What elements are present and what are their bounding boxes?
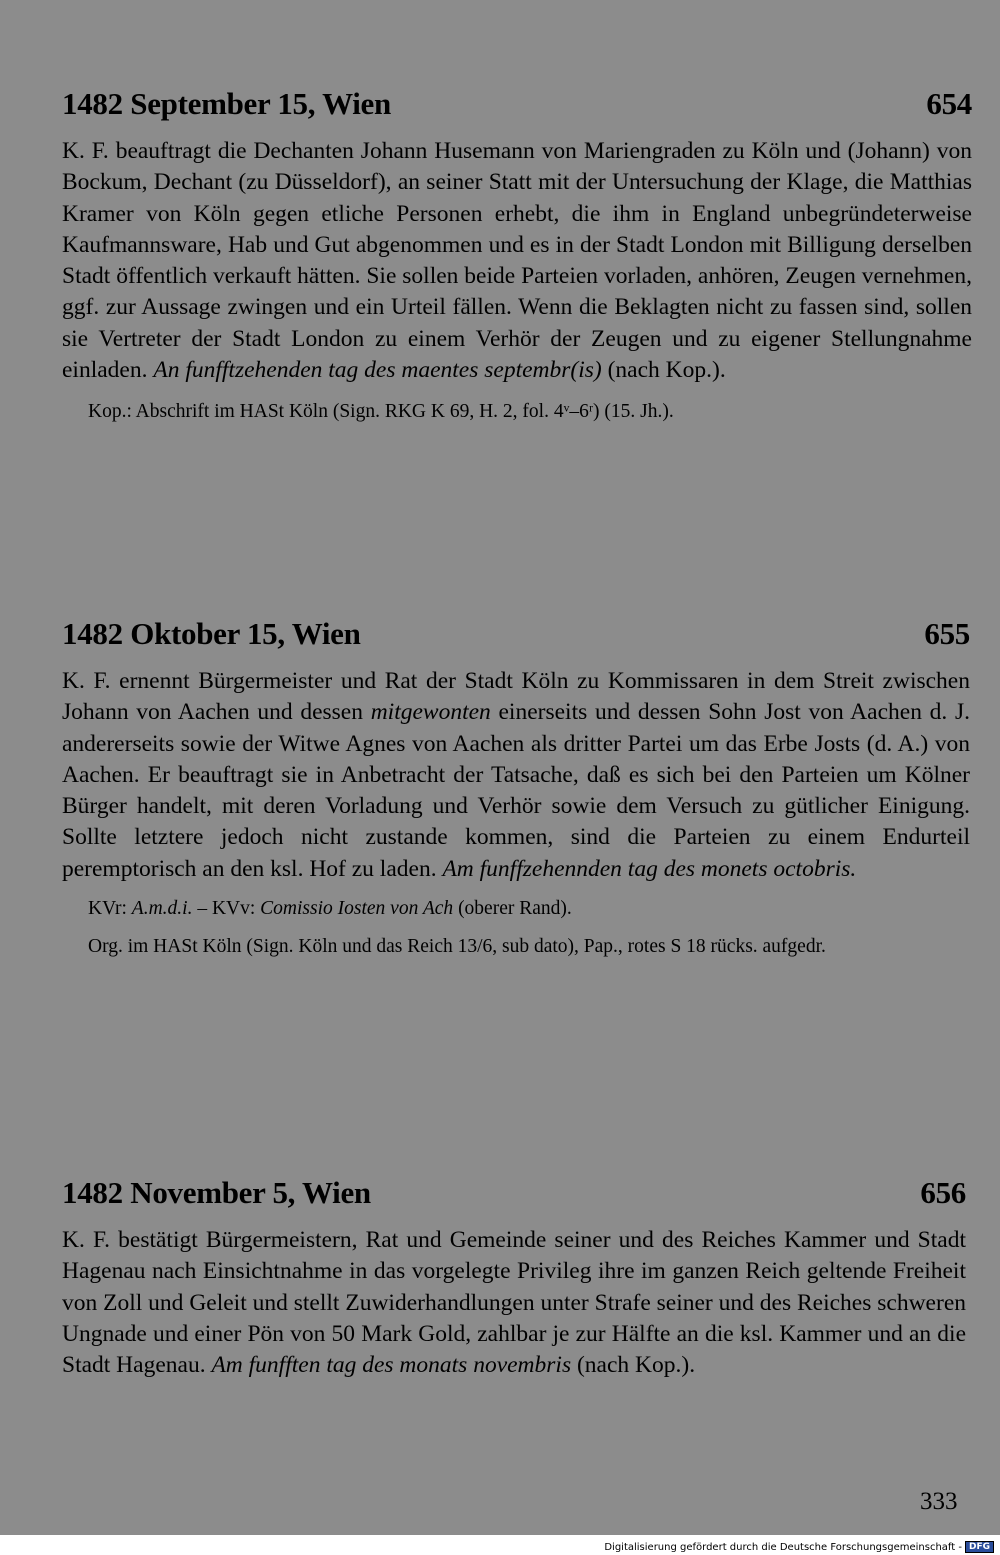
page-number: 333 (920, 1488, 958, 1515)
regest-entry-656 (62, 1175, 966, 1381)
entry-heading (62, 86, 972, 122)
note-part: KVr: (88, 898, 132, 920)
entry-text-main: K. F. bestätigt Bürgermeistern, Rat und Gemeinde seiner und des Reiches Kammer und Stadt Hagenau nach Einsichtnahme in das vorgelegte Privileg ihre im ganzen Reich geltende Freiheit von Zoll und Geleit und stellt Zuwiderhandlungen unter Strafe seiner und des Reiches schweren Ungnade und einer Pön von 50 Mark Gold, zahlbar je zur Hälfte an die ksl. Kammer und an die Stadt Hagenau. (62, 1227, 966, 1379)
entry-number: 655 (924, 616, 970, 651)
note-part: (oberer Rand). (453, 898, 572, 920)
entry-source-note: Kop.: Abschrift im HASt Köln (Sign. RKG K 69, H. 2, fol. 4ᵛ–6ʳ) (15. Jh.). (88, 401, 674, 423)
digitization-footer (604, 1541, 994, 1553)
regest-entry-655 (62, 616, 970, 959)
entry-text (62, 666, 970, 885)
entry-endorsement-note (62, 897, 970, 921)
entry-text-italic: mitgewonten (370, 699, 491, 726)
regest-entry-654 (62, 86, 972, 424)
entry-date: 1482 September 15, Wien (62, 86, 391, 121)
footer-text: Digitalisierung gefördert durch die Deutsche Forschungsgemeinschaft - (604, 1541, 962, 1553)
entry-number: 656 (920, 1175, 966, 1210)
entry-text (62, 1225, 966, 1381)
note-text: Org. im HASt Köln (Sign. Köln und das Reich 13/6, sub dato), Pap., rotes S 18 rücks. aufgedr. (88, 936, 826, 958)
entry-text-italic: An funfftzehenden tag des maentes septembr(is) (153, 357, 602, 384)
entry-text-italic: Am funffzehennden tag des monets octobris. (442, 855, 857, 882)
entry-number: 654 (926, 86, 972, 121)
entry-heading (62, 616, 970, 652)
entry-text (62, 136, 972, 386)
dfg-logo: DFG (965, 1541, 994, 1553)
entry-text-italic: Am funfften tag des monats novembris (211, 1352, 572, 1379)
note-italic: A.m.d.i. (131, 898, 193, 920)
entry-date: 1482 November 5, Wien (62, 1175, 371, 1210)
entry-heading (62, 1175, 966, 1211)
entry-text-part: einerseits und dessen Sohn Jost von Aachen d. J. andererseits sowie der Witwe Agnes von Aachen als dritter Partei um das Erbe Josts (d. A.) von Aachen. Er beauftragt sie in Anbetracht der Tatsache, daß es sich bei den Parteien um Kölner Bürger handelt, mit deren Vorladung und Verhör sowie dem Versuch zu gütlicher Einigung. Sollte letztere jedoch nicht zustande kommen, sind die Parteien zu einem Endurteil peremptorisch an den ksl. Hof zu laden. (62, 699, 970, 882)
note-part: – KVv: (192, 898, 261, 920)
entry-source-note (62, 935, 970, 959)
entry-text-tail: (nach Kop.). (601, 357, 726, 384)
note-italic: Comissio Iosten von Ach (260, 898, 454, 920)
entry-text-part: K. F. ernennt Bürgermeister und Rat der Stadt Köln zu Kommissaren in dem Streit zwischen Johann von Aachen und dessen (62, 668, 970, 726)
entry-text-tail: (nach Kop.). (571, 1352, 696, 1379)
entry-text-main: K. F. beauftragt die Dechanten Johann Husemann von Mariengraden zu Köln und (Johann) von Bockum, Dechant (zu Düsseldorf), an seiner Statt mit der Untersuchung der Klage, die Matthias Kramer von Köln gegen etliche Personen erhebt, die ihm in England unbegründeterweise Kaufmannsware, Hab und Gut abgenommen und es in der Stadt London mit Billigung derselben Stadt öffentlich verkauft hätten. Sie sollen beide Parteien vorladen, anhören, Zeugen vernehmen, ggf. zur Aussage zwingen und ein Urteil fällen. Wenn die Beklagten nicht zu fassen sind, sollen sie Vertreter der Stadt London zu einem Verhör der Zeugen und zu eigener Stellungnahme einladen. (62, 138, 972, 384)
entry-date: 1482 Oktober 15, Wien (62, 616, 361, 651)
